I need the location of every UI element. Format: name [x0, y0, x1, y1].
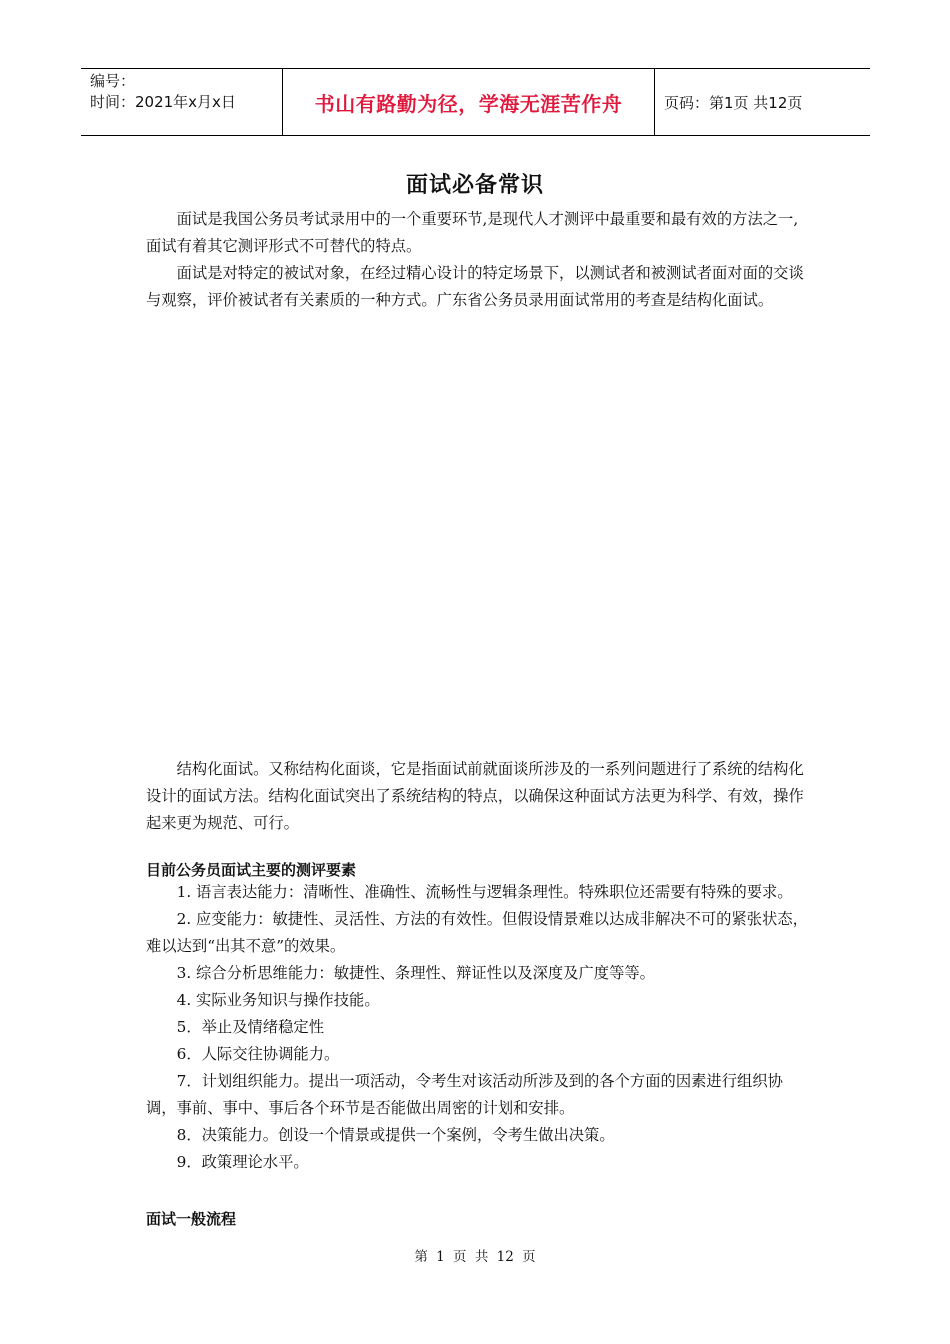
motto-text: 书山有路勤为径，学海无涯苦作舟 [314, 91, 623, 116]
list-item: 1. 语言表达能力：清晰性、准确性、流畅性与逻辑条理性。特殊职位还需要有特殊的要求。 [176, 883, 793, 901]
process-heading: 面试一般流程 [146, 1210, 237, 1228]
list-item: 2. 应变能力：敏捷性、灵活性、方法的有效性。但假设情景难以达成非解决不可的紧张状态，难以达到“出其不意”的效果。 [146, 910, 808, 955]
elements-heading: 目前公务员面试主要的测评要素 [146, 861, 357, 879]
motto-cell [282, 69, 655, 135]
header-table [81, 68, 870, 136]
list-item: 7．计划组织能力。提出一项活动，令考生对该活动所涉及到的各个方面的因素进行组织协调，事前、事中、事后各个环节是否能做出周密的计划和安排。 [146, 1072, 783, 1117]
structured-section [146, 756, 808, 837]
list-item: 8．决策能力。创设一个情景或提供一个案例，令考生做出决策。 [176, 1126, 615, 1144]
page-footer: 第 1 页 共 12 页 [414, 1249, 536, 1265]
header-info-cell [81, 69, 282, 135]
list-item: 6．人际交往协调能力。 [176, 1045, 340, 1063]
time-label: 时间：2021年x月x日 [90, 93, 236, 111]
elements-list [146, 879, 808, 1176]
structured-paragraph: 结构化面试。又称结构化面谈，它是指面试前就面谈所涉及的一系列问题进行了系统的结构化设计的面试方法。结构化面试突出了系统结构的特点，以确保这种面试方法更为科学、有效，操作起来更为规范、可行。 [146, 760, 804, 832]
intro-section [146, 206, 808, 314]
intro-paragraph-2: 面试是对特定的被试对象，在经过精心设计的特定场景下，以测试者和被测试者面对面的交谈与观察，评价被试者有关素质的一种方式。广东省公务员录用面试常用的考查是结构化面试。 [146, 264, 804, 309]
list-item: 3. 综合分析思维能力：敏捷性、条理性、辩证性以及深度及广度等等。 [176, 964, 655, 982]
page-info-cell [655, 69, 870, 135]
intro-paragraph-1: 面试是我国公务员考试录用中的一个重要环节,是现代人才测评中最重要和最有效的方法之一,面试有着其它测评形式不可替代的特点。 [146, 210, 799, 255]
page-label: 页码：第1页 共12页 [664, 93, 803, 112]
list-item: 4. 实际业务知识与操作技能。 [176, 991, 380, 1009]
page-title: 面试必备常识 [405, 173, 544, 198]
list-item: 5．举止及情绪稳定性 [176, 1018, 324, 1036]
list-item: 9．政策理论水平。 [176, 1153, 309, 1171]
number-label: 编号： [90, 72, 136, 90]
